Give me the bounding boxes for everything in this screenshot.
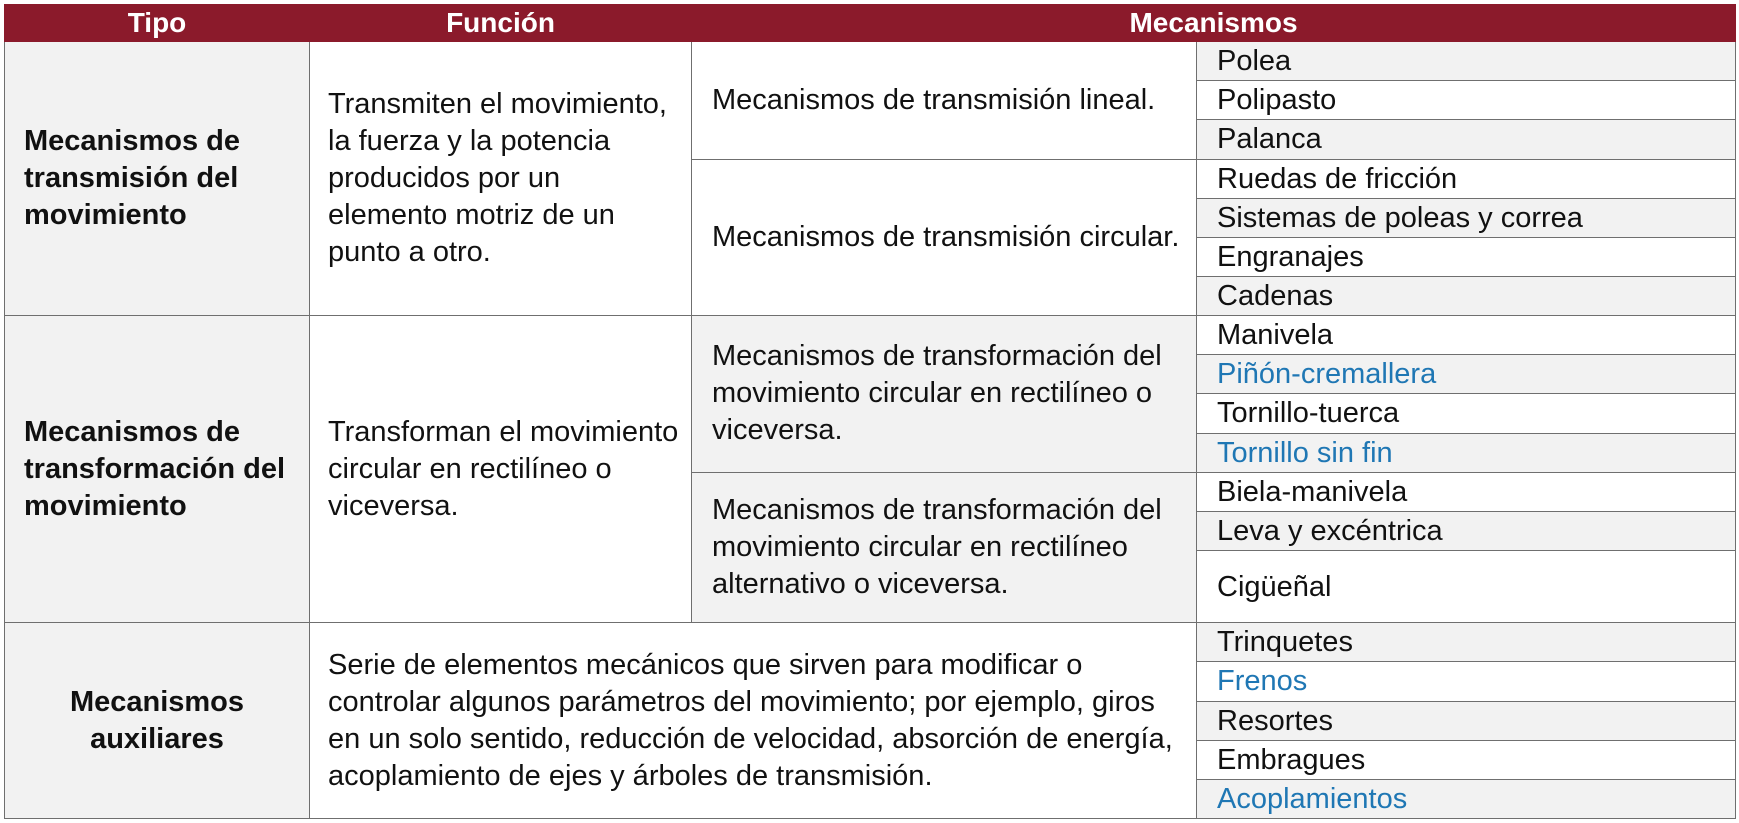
mechanisms-table [4, 4, 1736, 819]
mechanism-item: Trinquetes [1197, 623, 1736, 662]
mechanism-item: Cadenas [1197, 276, 1736, 315]
header-mecanismos: Mecanismos [692, 5, 1736, 42]
mechanism-link[interactable]: Piñón-cremallera [1197, 355, 1736, 394]
header-tipo: Tipo [5, 5, 310, 42]
mechanism-link[interactable]: Tornillo sin fin [1197, 433, 1736, 472]
tipo-transmision: Mecanismos de transmisión del movimiento [5, 42, 310, 316]
funcion-auxiliares: Serie de elementos mecánicos que sirven para modificar o controlar algunos parámetros del movimiento; por ejemplo, giros en un solo sentido, reducción de velocidad, absorción de energía, acoplamiento de ejes y árboles de transmisión. [310, 623, 1197, 819]
category-transformacion-alternativo: Mecanismos de transformación del movimiento circular en rectilíneo alternativo o viceversa. [692, 472, 1197, 623]
tipo-transformacion: Mecanismos de transformación del movimiento [5, 316, 310, 623]
mechanism-item: Cigüeñal [1197, 550, 1736, 622]
mechanism-item: Polea [1197, 42, 1736, 81]
mechanism-item: Palanca [1197, 120, 1736, 159]
mechanism-item: Polipasto [1197, 81, 1736, 120]
mechanism-item: Sistemas de poleas y correa [1197, 198, 1736, 237]
header-row [5, 5, 1736, 42]
mechanism-item: Leva y excéntrica [1197, 511, 1736, 550]
mechanism-item: Engranajes [1197, 237, 1736, 276]
mechanism-item: Biela-manivela [1197, 472, 1736, 511]
category-transmision-circular: Mecanismos de transmisión circular. [692, 159, 1197, 316]
funcion-transformacion: Transforman el movimiento circular en rectilíneo o viceversa. [310, 316, 692, 623]
mechanism-link[interactable]: Acoplamientos [1197, 779, 1736, 818]
mechanism-link[interactable]: Frenos [1197, 662, 1736, 701]
category-transformacion-rectilineo: Mecanismos de transformación del movimiento circular en rectilíneo o viceversa. [692, 316, 1197, 473]
mechanism-item: Embragues [1197, 740, 1736, 779]
mechanism-item: Resortes [1197, 701, 1736, 740]
mechanism-item: Manivela [1197, 316, 1736, 355]
tipo-auxiliares: Mecanismos auxiliares [5, 623, 310, 819]
mechanism-item: Tornillo-tuerca [1197, 394, 1736, 433]
mechanism-item: Ruedas de fricción [1197, 159, 1736, 198]
category-transmision-lineal: Mecanismos de transmisión lineal. [692, 42, 1197, 159]
funcion-transmision: Transmiten el movimiento, la fuerza y la potencia producidos por un elemento motriz de un punto a otro. [310, 42, 692, 316]
header-funcion: Función [310, 5, 692, 42]
